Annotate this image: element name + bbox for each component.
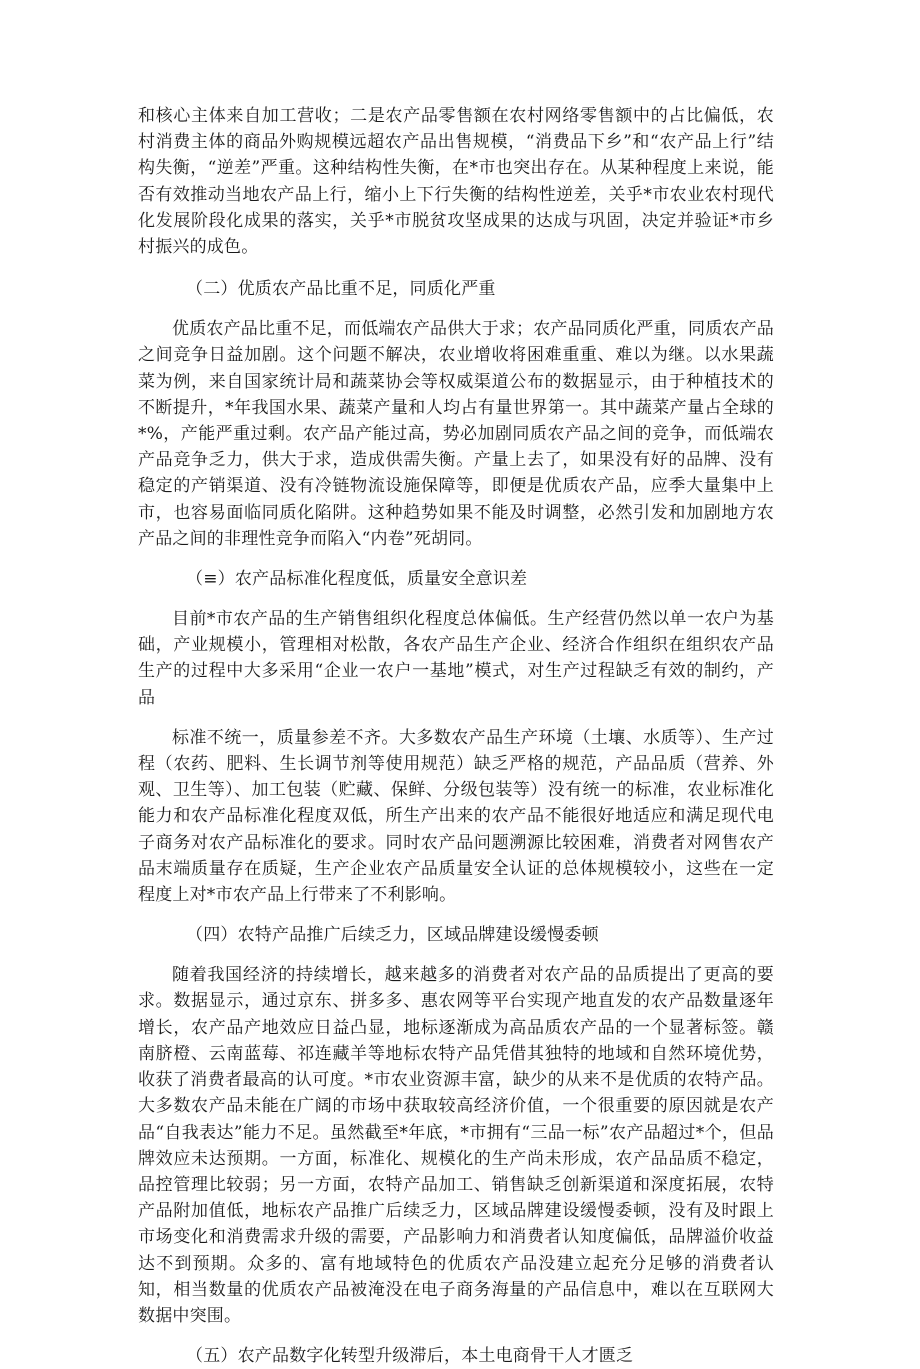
paragraph-section-2: 优质农产品比重不足，而低端农产品供大于求；农产品同质化严重，同质农产品之间竞争日益加剧。这个问题不解决，农业增收将困难重重、难以为继。以水果蔬菜为例，来自国家统计局和蔬菜协会等权威渠道公布的数据显示，由于种植技术的不断提升，*年我国水果、蔬菜产量和人均占有量世界第一。其中蔬菜产量占全球的*%，产能严重过剩。农产品产能过高，势必加剧同质农产品之间的竞争，而低端农产品竞争乏力，供大于求，造成供需失衡。产量上去了，如果没有好的品牌、没有稳定的产销渠道、没有冷链物流设施保障等，即便是优质农产品，应季大量集中上市，也容易面临同质化陷阱。这种趋势如果不能及时调整，必然引发和加剧地方农产品之间的非理性竞争而陷入“内卷”死胡同。 [138, 319, 774, 549]
paragraph-intro: 和核心主体来自加工营收；二是农产品零售额在农村网络零售额中的占比偏低，农村消费主体的商品外购规模远超农产品出售规模，“消费品下乡”和“农产品上行”结构失衡，“逆差”严重。这种结构性失衡，在*市也突出存在。从某种程度上来说，能否有效推动当地农产品上行，缩小上下行失衡的结构性逆差，关乎*市农业农村现代化发展阶段化成果的落实，关乎*市脱贫攻坚成果的达成与巩固，决定并验证*市乡村振兴的成色。 [138, 106, 774, 258]
paragraph-section-3b: 标准不统一，质量参差不齐。大多数农产品生产环境（土壤、水质等）、生产过程（农药、肥料、生长调节剂等使用规范）缺乏严格的规范，产品品质（营养、外观、卫生等）、加工包装（贮藏、保鲜、分级包装等）没有统一的标准，农业标准化能力和农产品标准化程度双低，所生产出来的农产品不能很好地适应和满足现代电子商务对农产品标准化的要求。同时农产品问题溯源比较困难，消费者对网售农产品末端质量存在质疑，生产企业农产品质量安全认证的总体规模较小，这些在一定程度上对*市农产品上行带来了不利影响。 [138, 727, 774, 906]
paragraph-gap [138, 1329, 774, 1343]
paragraph-section-3a: 目前*市农产品的生产销售组织化程度总体偏低。生产经营仍然以单一农户为基础，产业规模小，管理相对松散，各农产品生产企业、经济合作组织在组织农产品生产的过程中大多采用“企业一农户一基地”模式，对生产过程缺乏有效的制约，产品 [138, 609, 774, 708]
section-heading-3: （≡）农产品标准化程度低，质量安全意识差 [186, 569, 528, 590]
section-heading-4: （四）农特产品推广后续乏力，区域品牌建设缓慢委顿 [186, 925, 599, 946]
document-page [138, 103, 774, 1369]
paragraph-section-4: 随着我国经济的持续增长，越来越多的消费者对农产品的品质提出了更高的要求。数据显示，通过京东、拼多多、惠农网等平台实现产地直发的农产品数量逐年增长，农产品产地效应日益凸显，地标逐渐成为高品质农产品的一个显著标签。赣南脐橙、云南蓝莓、祁连藏羊等地标农特产品凭借其独特的地域和自然环境优势，收获了消费者最高的认可度。*市农业资源丰富，缺少的从来不是优质的农特产品。大多数农产品未能在广阔的市场中获取较高经济价值，一个很重要的原因就是农产品“自我表达”能力不足。虽然截至*年底，*市拥有“三品一标”农产品超过*个，但品牌效应未达预期。一方面，标准化、规模化的生产尚未形成，农产品品质不稳定，品控管理比较弱；另一方面，农特产品加工、销售缺乏创新渠道和深度拓展，农特产品附加值低，地标农产品推广后续乏力，区域品牌建设缓慢委顿，没有及时跟上市场变化和消费需求升级的需要，产品影响力和消费者认知度偏低，品牌溢价收益达不到预期。众多的、富有地域特色的优质农产品没建立起充分足够的消费者认知，相当数量的优质农产品被淹没在电子商务海量的产品信息中，难以在互联网大数据中突围。 [138, 965, 774, 1326]
paragraph-gap [138, 302, 774, 316]
paragraph-gap [138, 552, 774, 566]
section-heading-2: （二）优质农产品比重不足，同质化严重 [186, 279, 496, 300]
paragraph-gap [138, 711, 774, 725]
paragraph-gap [138, 260, 774, 276]
paragraph-gap [138, 948, 774, 962]
paragraph-gap [138, 592, 774, 606]
section-heading-5: （五）农产品数字化转型升级滞后，本土电商骨干人才匮乏 [186, 1346, 634, 1367]
paragraph-gap [138, 908, 774, 922]
